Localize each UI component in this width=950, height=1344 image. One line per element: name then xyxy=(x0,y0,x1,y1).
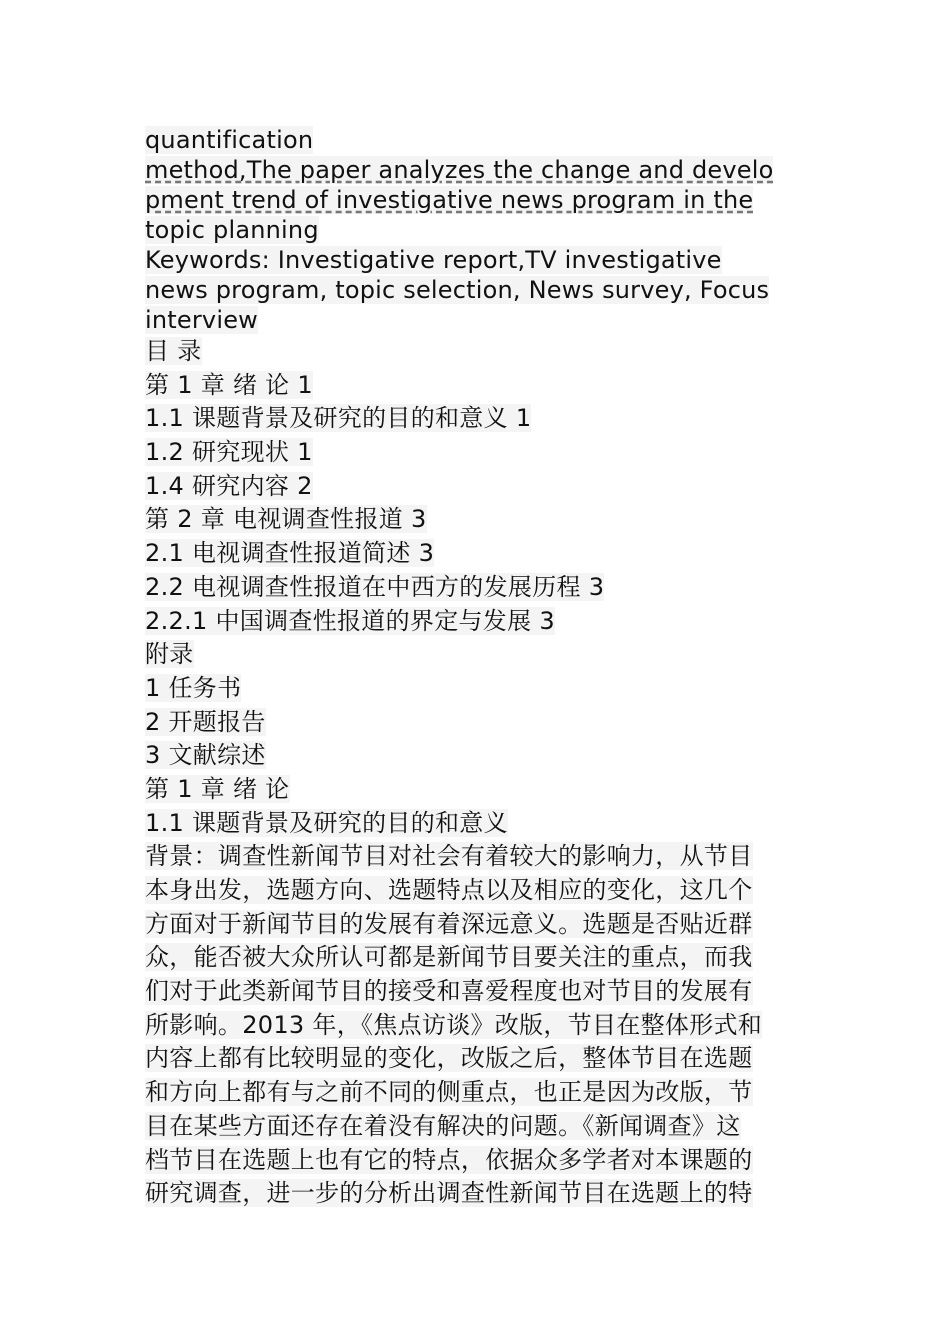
toc-item[interactable]: 1.2 研究现状 1 xyxy=(145,438,313,467)
toc-item[interactable]: 第 1 章 绪 论 1 xyxy=(145,370,313,399)
toc-item[interactable]: 2.1 电视调查性报道简述 3 xyxy=(145,539,435,568)
appendix-item[interactable]: 2 开题报告 xyxy=(145,707,266,736)
toc-item[interactable]: 1.1 课题背景及研究的目的和意义 1 xyxy=(145,404,532,433)
toc-item[interactable]: 1.4 研究内容 2 xyxy=(145,471,313,500)
keywords-line: news program, topic selection, News survey, Focus xyxy=(145,276,770,304)
appendix-item[interactable]: 1 任务书 xyxy=(145,673,242,702)
abstract-line: topic planning xyxy=(145,216,319,244)
body-paragraph xyxy=(145,840,807,1211)
toc-item[interactable]: 第 2 章 电视调查性报道 3 xyxy=(145,505,427,534)
chapter-1 xyxy=(145,773,807,1211)
abstract-line: method,The paper analyzes the change and develo xyxy=(145,156,774,184)
body-line: 本身出发，选题方向、选题特点以及相应的变化，这几个 xyxy=(145,876,753,904)
abstract-line: quantification xyxy=(145,126,314,154)
body-line: 目在某些方面还存在着没有解决的问题。《新闻调查》这 xyxy=(145,1111,741,1140)
document-content xyxy=(145,125,807,1211)
body-line: 档节目在选题上也有它的特点，依据众多学者对本课题的 xyxy=(145,1145,753,1174)
toc-heading: 目 录 xyxy=(145,337,202,365)
body-line: 研究调查，进一步的分析出调查性新闻节目在选题上的特 xyxy=(145,1179,753,1208)
body-line: 和方向上都有与之前不同的侧重点，也正是因为改版，节 xyxy=(145,1078,753,1107)
appendix-item[interactable]: 3 文献综述 xyxy=(145,741,266,770)
appendix-heading: 附录 xyxy=(145,640,194,669)
keywords-line: interview xyxy=(145,306,258,334)
abstract-line: pment trend of investigative news program in the xyxy=(145,186,754,214)
toc-item[interactable]: 2.2 电视调查性报道在中西方的发展历程 3 xyxy=(145,572,605,601)
chapter-title: 第 1 章 绪 论 xyxy=(145,774,290,803)
body-line: 方面对于新闻节目的发展有着深远意义。选题是否贴近群 xyxy=(145,909,753,938)
section-title: 1.1 课题背景及研究的目的和意义 xyxy=(145,808,508,837)
table-of-contents xyxy=(145,335,807,773)
body-line: 背景：调查性新闻节目对社会有着较大的影响力，从节目 xyxy=(145,842,753,871)
keywords xyxy=(145,245,807,335)
body-line: 内容上都有比较明显的变化，改版之后，整体节目在选题 xyxy=(145,1044,753,1073)
body-line: 众，能否被大众所认可都是新闻节目要关注的重点，而我 xyxy=(145,943,753,972)
body-line: 们对于此类新闻节目的接受和喜爱程度也对节目的发展有 xyxy=(145,977,753,1006)
keywords-line: Keywords: Investigative report,TV investigative xyxy=(145,246,722,274)
body-line: 所影响。2013 年，《焦点访谈》改版，节目在整体形式和 xyxy=(145,1010,763,1039)
english-abstract xyxy=(145,125,807,245)
toc-item[interactable]: 2.2.1 中国调查性报道的界定与发展 3 xyxy=(145,606,555,635)
